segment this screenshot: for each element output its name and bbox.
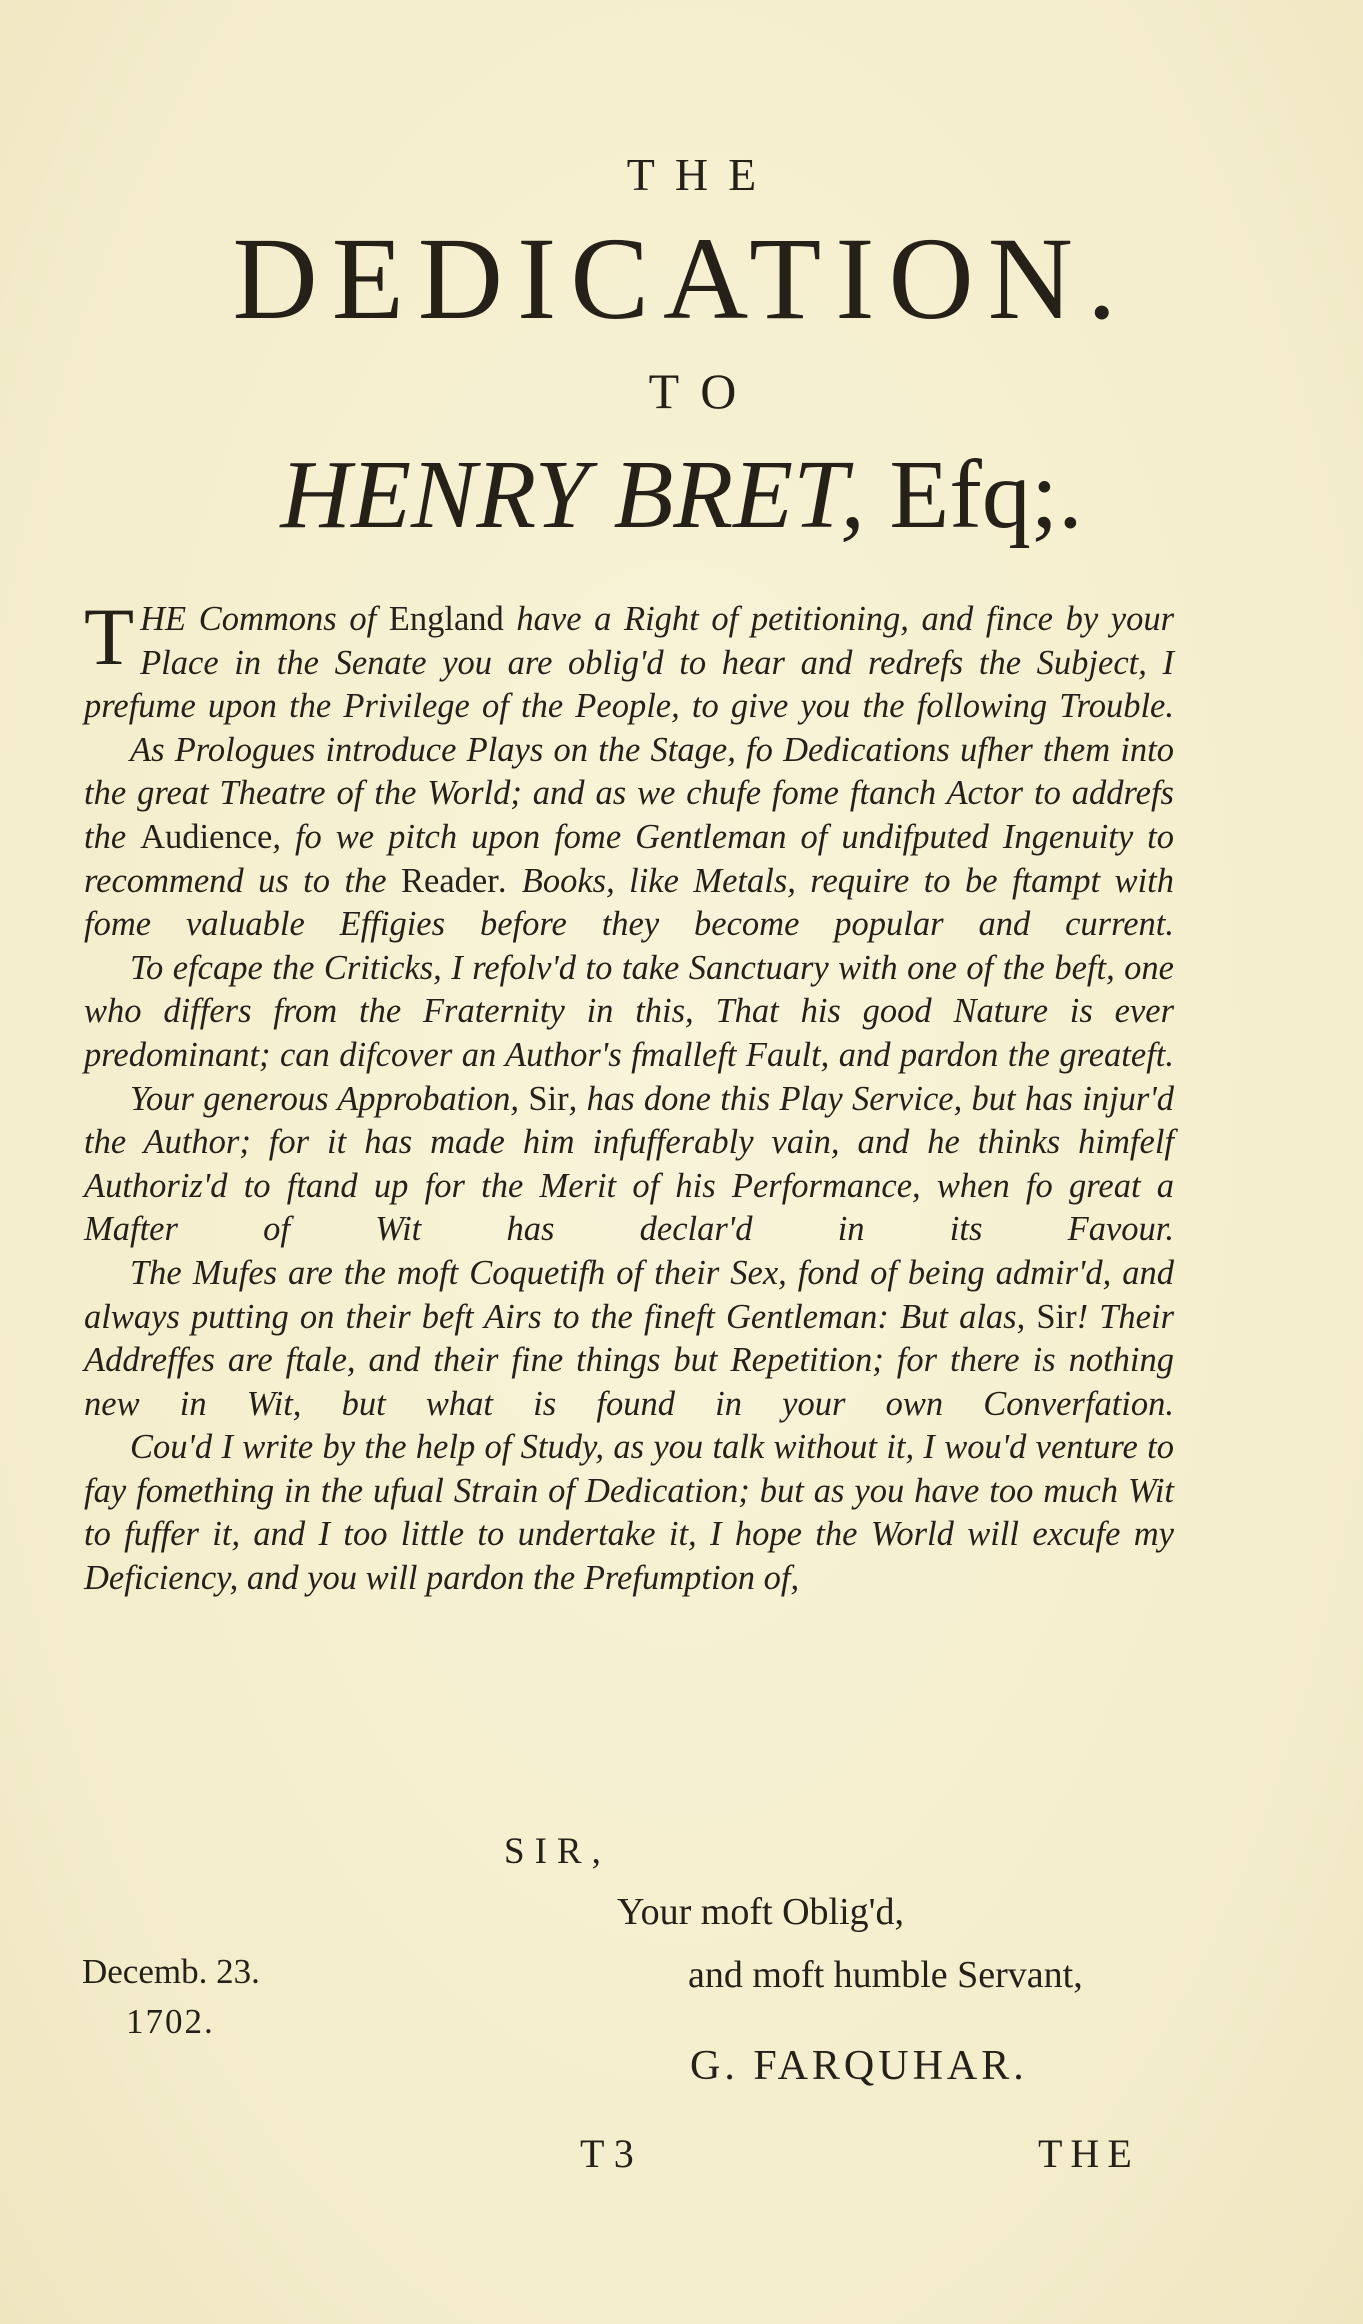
dedicatee-title: Efq;. (864, 441, 1083, 549)
date-line-2: 1702. (126, 2002, 215, 2041)
author-signature: G. FARQUHAR. (690, 2043, 1028, 2089)
paragraph-1: THE Commons of England have a Right of petitioning, and fince by your Place in the Senate you are oblig'd to hear and redrefs the Subject, I prefume upon the Privilege of the People, to give you the following Trouble. (84, 591, 1175, 726)
closing-line-2: and moft humble Servant, (688, 1954, 1083, 1996)
dedication-text (84, 591, 1175, 1601)
paragraph-2: As Prologues introduce Plays on the Stage, fo Dedications ufher them into the great Theatre of the World; and as we chufe fome ftanch Actor to addrefs the Audience, fo we pitch upon fome Gentleman of undifputed Ingenuity to recommend us to the Reader. Books, like Metals, require to be ftampt with fome valuable Effigies before they become popular and current. (84, 730, 1174, 944)
closing-line-1: Your moft Oblig'd, (617, 1891, 904, 1933)
dedicatee-name: HENRY BRET, (280, 441, 865, 549)
drop-cap: T (84, 591, 135, 682)
paragraph-3: To efcape the Criticks, I refolv'd to take Sanctuary with one of the beft, one who differs from the Fraternity in this, That his good Nature is ever predominant; can difcover an Author's fmalleft Fault, and pardon the greateft. (84, 948, 1174, 1074)
paragraph-6: Cou'd I write by the help of Study, as you talk without it, I wou'd venture to fay fomething in the ufual Strain of Dedication; but as you have too much Wit to fuffer it, and I too little to undertake it, I hope the World will excufe my Deficiency, and you will pardon the Prefumption of, (84, 1428, 1174, 1598)
salutation: SIR, (504, 1831, 611, 1872)
signature-mark: T 3 (580, 2131, 634, 2176)
date-line-1: Decemb. 23. (82, 1952, 260, 1991)
heading-dedicatee (0, 441, 1363, 549)
heading-the: THE (626, 149, 777, 200)
paragraph-4: Your generous Approbation, Sir, has done this Play Service, but has injur'd the Author; for it has made him infufferably vain, and he thinks himfelf Authoriz'd to ftand up for the Merit of his Performance, when fo great a Mafter of Wit has declar'd in its Favour. (84, 1079, 1174, 1249)
heading-to: TO (648, 363, 759, 419)
paragraph-5: The Mufes are the moft Coquetifh of their Sex, fond of being admir'd, and always putting on their beft Airs to the fineft Gentleman: But alas, Sir! Their Addreffes are ftale, and their fine things but Repetition; for there is nothing new in Wit, but what is found in your own Converfation. (84, 1253, 1174, 1423)
heading-dedication: DEDICATION. (232, 213, 1131, 344)
catchword: THE (1038, 2131, 1140, 2176)
